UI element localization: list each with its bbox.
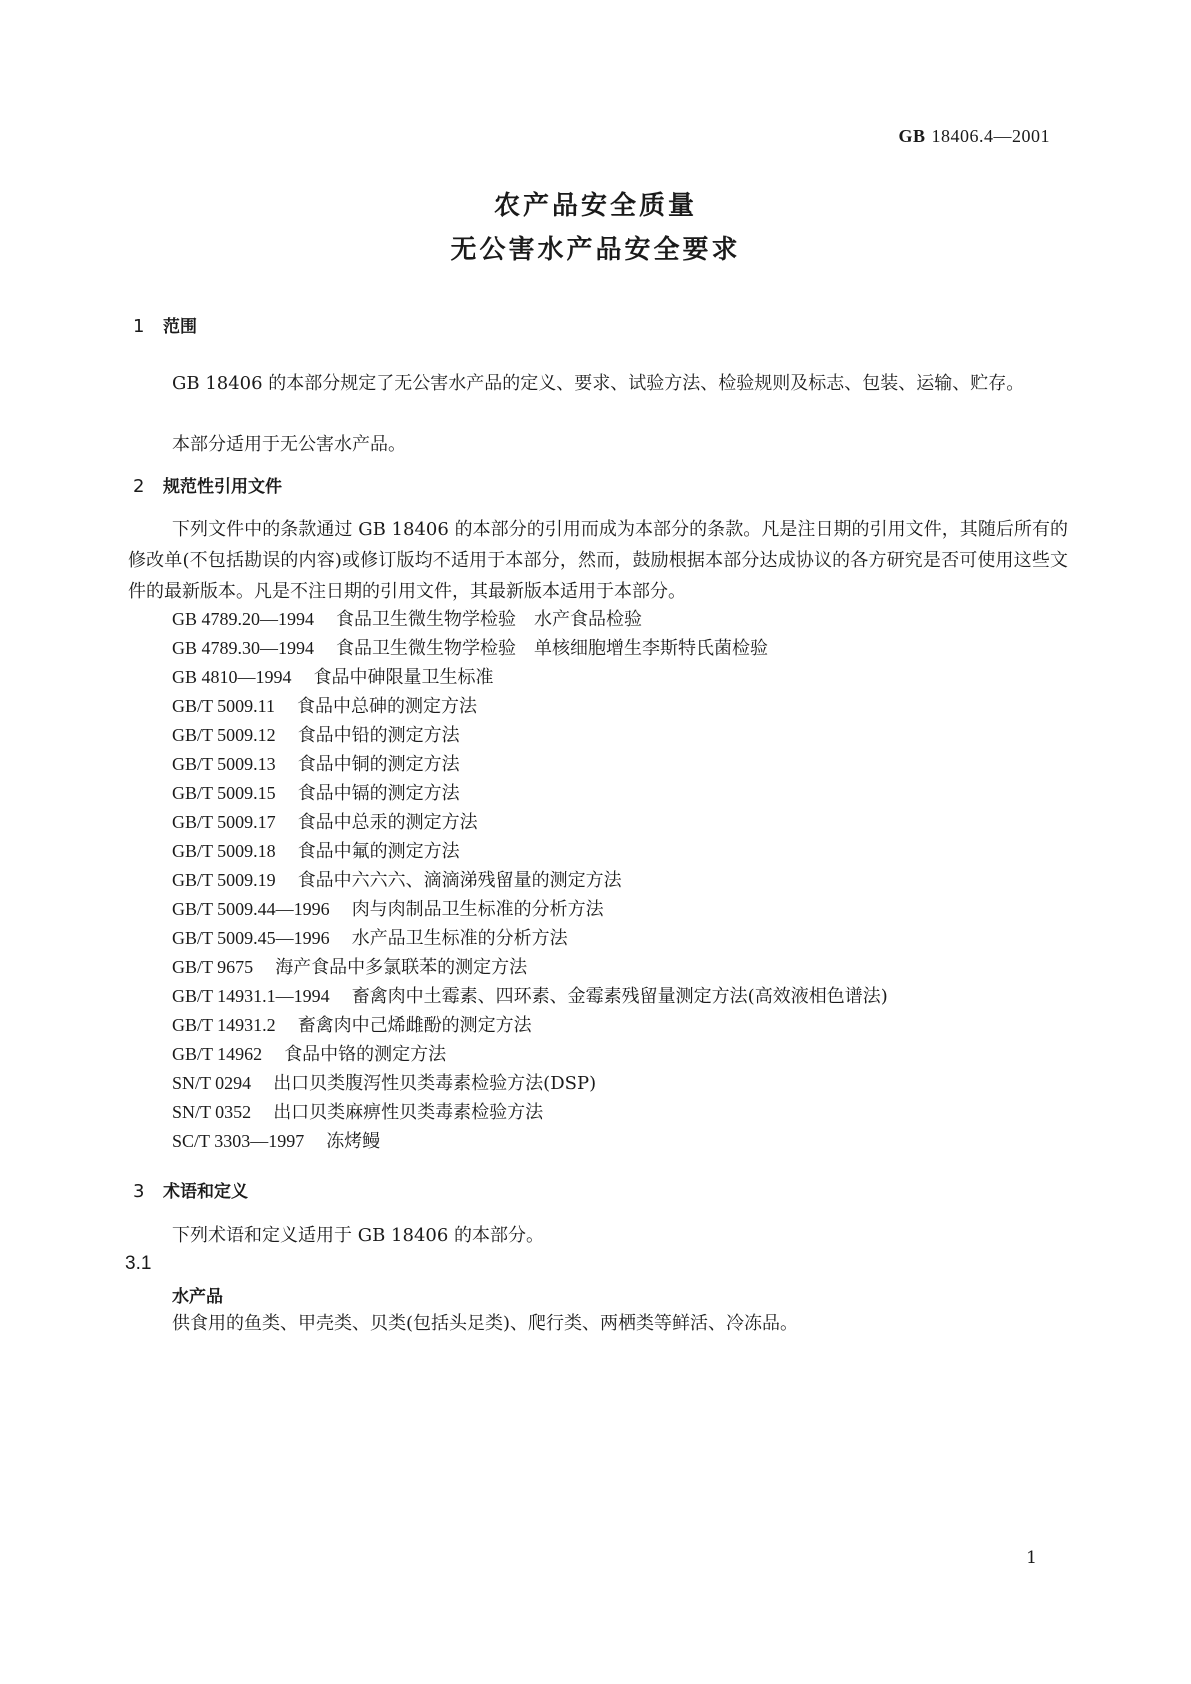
reference-item (172, 1011, 532, 1037)
reference-item (172, 982, 888, 1008)
reference-title: 食品中镉的测定方法 (297, 783, 460, 804)
reference-item (172, 953, 527, 979)
reference-item (172, 1127, 380, 1153)
reference-item (172, 1098, 543, 1124)
reference-title: 食品中铜的测定方法 (297, 754, 460, 775)
reference-title: 食品中铅的测定方法 (297, 725, 460, 746)
reference-title: 海产食品中多氯联苯的测定方法 (275, 957, 528, 978)
reference-title: 出口贝类腹泻性贝类毒素检验方法(DSP) (273, 1073, 597, 1094)
reference-code: GB/T 5009.19 (172, 870, 276, 890)
reference-title: 食品中总砷的测定方法 (297, 696, 478, 717)
reference-item (172, 1040, 446, 1066)
standard-prefix: GB (898, 126, 926, 146)
reference-code: GB/T 5009.12 (172, 725, 276, 745)
reference-title: 水产品卫生标准的分析方法 (351, 928, 568, 949)
reference-item (172, 750, 460, 776)
reference-title: 食品中总汞的测定方法 (297, 812, 478, 833)
standard-number (898, 126, 1050, 147)
reference-title: 食品卫生微生物学检验 单核细胞增生李斯特氏菌检验 (336, 638, 769, 659)
reference-item (172, 692, 477, 718)
reference-title: 食品中铬的测定方法 (284, 1044, 447, 1065)
reference-code: GB 4789.30—1994 (172, 638, 315, 658)
section-3-title: 术语和定义 (163, 1182, 248, 1202)
section-2-intro: 下列文件中的条款通过 GB 18406 的本部分的引用而成为本部分的条款。凡是注日期的引用文件，其随后所有的修改单(不包括勘误的内容)或修订版均不适用于本部分，然而，鼓励根据本部分达成协议的各方研究是否可使用这些文件的最新版本。凡是不注日期的引用文件，其最新版本适用于本部分。 (128, 519, 1068, 602)
reference-code: GB/T 14931.2 (172, 1015, 276, 1035)
reference-code: SC/T 3303—1997 (172, 1131, 305, 1151)
reference-title: 出口贝类麻痹性贝类毒素检验方法 (273, 1102, 544, 1123)
reference-title: 食品中六六六、滴滴涕残留量的测定方法 (297, 870, 622, 891)
reference-item (172, 924, 568, 950)
reference-item (172, 634, 768, 660)
reference-item (172, 779, 460, 805)
section-1-title: 范围 (163, 317, 197, 337)
reference-code: GB/T 14931.1—1994 (172, 986, 330, 1006)
reference-title: 畜禽肉中己烯雌酚的测定方法 (297, 1015, 532, 1036)
section-3-heading (133, 1177, 248, 1202)
reference-title: 食品中氟的测定方法 (297, 841, 460, 862)
reference-item (172, 808, 478, 834)
reference-code: GB/T 5009.11 (172, 696, 276, 716)
reference-title: 食品卫生微生物学检验 水产食品检验 (336, 609, 643, 630)
reference-code: GB/T 14962 (172, 1044, 263, 1064)
subsection-number: 3.1 (125, 1253, 152, 1274)
reference-code: GB 4789.20—1994 (172, 609, 315, 629)
section-2-number: 2 (133, 476, 145, 497)
reference-title: 食品中砷限量卫生标准 (313, 667, 494, 688)
reference-item (172, 663, 494, 689)
reference-code: GB/T 5009.18 (172, 841, 276, 861)
reference-title: 畜禽肉中土霉素、四环素、金霉素残留量测定方法(高效液相色谱法) (351, 986, 888, 1007)
standard-code: 18406.4—2001 (931, 126, 1050, 146)
reference-code: GB/T 5009.17 (172, 812, 276, 832)
reference-code: GB/T 5009.15 (172, 783, 276, 803)
section-1-number: 1 (133, 316, 145, 337)
reference-code: SN/T 0294 (172, 1073, 252, 1093)
section-1-paragraph-1: GB 18406 的本部分规定了无公害水产品的定义、要求、试验方法、检验规则及标志、包装、运输、贮存。 (172, 373, 1025, 394)
reference-item (172, 866, 622, 892)
section-1-paragraph-2: 本部分适用于无公害水产品。 (172, 434, 406, 455)
section-1-heading (133, 312, 197, 337)
reference-code: SN/T 0352 (172, 1102, 252, 1122)
reference-item (172, 1069, 596, 1095)
reference-title: 肉与肉制品卫生标准的分析方法 (351, 899, 604, 920)
reference-item (172, 721, 460, 747)
document-title-line-2: 无公害水产品安全要求 (450, 235, 741, 265)
reference-code: GB/T 5009.45—1996 (172, 928, 330, 948)
reference-item (172, 895, 604, 921)
term-definition: 供食用的鱼类、甲壳类、贝类(包括头足类)、爬行类、两栖类等鲜活、冷冻品。 (172, 1313, 799, 1334)
reference-code: GB/T 5009.13 (172, 754, 276, 774)
section-2-heading (133, 472, 282, 497)
document-title-line-1: 农产品安全质量 (493, 191, 697, 221)
page-number: 1 (1026, 1548, 1037, 1568)
reference-code: GB/T 9675 (172, 957, 254, 977)
section-2-title: 规范性引用文件 (163, 477, 282, 497)
reference-title: 冻烤鳗 (326, 1131, 381, 1152)
term-name: 水产品 (172, 1287, 223, 1307)
reference-item (172, 605, 642, 631)
section-3-intro: 下列术语和定义适用于 GB 18406 的本部分。 (172, 1225, 545, 1246)
reference-item (172, 837, 460, 863)
reference-code: GB 4810—1994 (172, 667, 292, 687)
reference-code: GB/T 5009.44—1996 (172, 899, 330, 919)
section-3-number: 3 (133, 1181, 145, 1202)
